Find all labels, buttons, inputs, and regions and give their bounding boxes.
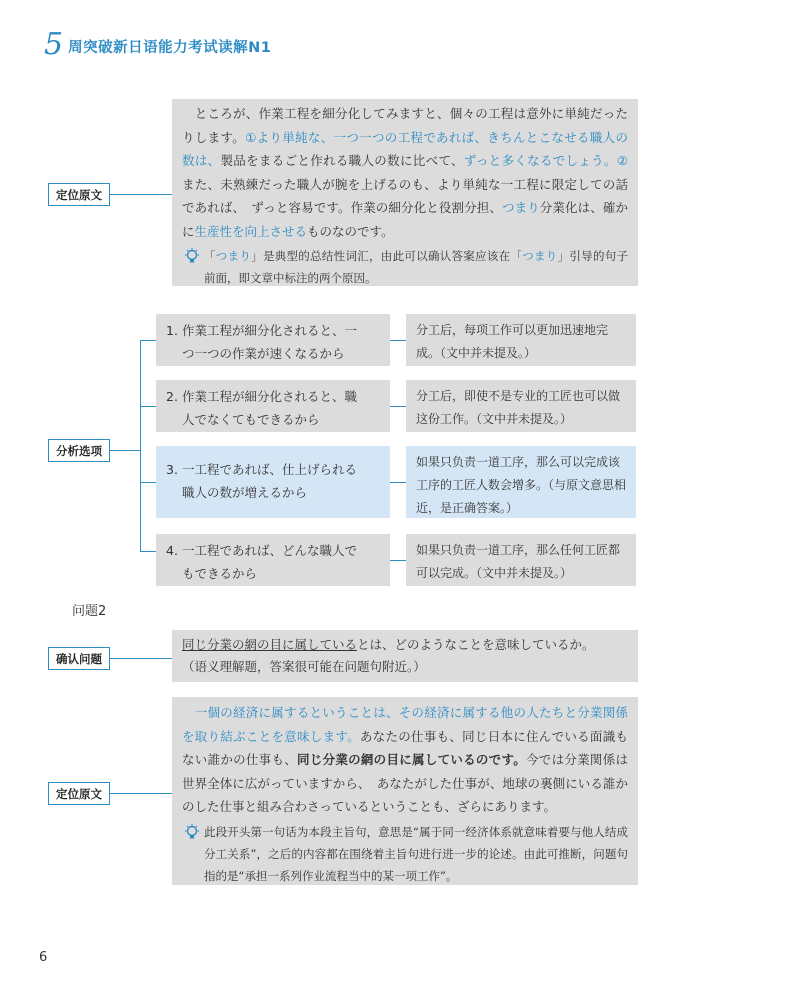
connector-line xyxy=(110,793,172,794)
option-1: 1. 作業工程が細分化されると、一 つ一つの作業が速くなるから xyxy=(156,314,390,366)
connector-line xyxy=(140,340,141,551)
note-1-text: 「つまり」是典型的总结性词汇，由此可以确认答案应该在「つまり」引导的句子前面，即文章中标注的两个原因。 xyxy=(204,249,629,285)
note-2 xyxy=(182,821,628,887)
note-1 xyxy=(182,245,628,289)
connector-line xyxy=(110,658,172,659)
lightbulb-icon xyxy=(182,824,204,842)
page-number: 6 xyxy=(39,950,48,965)
connector-line xyxy=(140,340,156,341)
passage-2-text: 一個の経済に属するということは、その経済に属する他の人たちと分業関係を取り結ぶことを意味します。あなたの仕事も、同じ日本に住んでいる面識もない誰かの仕事も、同じ分業の網の目に属しているのです。今では分業関係は世界全体に広がっていますから、 あなたがした仕事が、地球の裏側にいる誰かのした仕事と組み合わさっているということも、ざらにあります。 xyxy=(182,705,628,814)
book-title: 周突破新日语能力考试读解N1 xyxy=(68,40,272,56)
passage-1-text: ところが、作業工程を細分化してみますと、個々の工程は意外に単純だったりします。①より単純な、一つ一つの工程であれば、きちんとこなせる職人の数は、製品をまるごと作れる職人の数に比べて、ずっと多くなるでしょう。②また、未熟練だった職人が腕を上げるのも、より単純な一工程に限定しての話であれば、 ずっと容易です。作業の細分化と役割分担、つまり分業化は、確かに生産性を向上させるものなのです。 xyxy=(182,106,628,239)
connector-line xyxy=(390,560,406,561)
passage-box-2 xyxy=(172,697,638,885)
option-3-analysis: 如果只负责一道工序，那么可以完成该工序的工匠人数会增多。（与原文意思相近，是正确答案。） xyxy=(406,446,636,518)
connector-line xyxy=(110,450,140,451)
connector-line xyxy=(140,482,156,483)
question-text: 同じ分業の網の目に属しているとは、どのようなことを意味しているか。 xyxy=(182,637,595,652)
lightbulb-icon xyxy=(182,248,204,266)
connector-line xyxy=(110,194,172,195)
tag-confirm-question: 确认问题 xyxy=(48,647,110,670)
option-4: 4. 一工程であれば、どんな職人で もできるから xyxy=(156,534,390,586)
option-2-analysis: 分工后，即使不是专业的工匠也可以做这份工作。（文中并未提及。） xyxy=(406,380,636,432)
option-1-analysis: 分工后，每项工作可以更加迅速地完成。（文中并未提及。） xyxy=(406,314,636,366)
connector-line xyxy=(140,551,156,552)
connector-line xyxy=(390,406,406,407)
connector-line xyxy=(140,406,156,407)
question-2-label: 问题2 xyxy=(72,604,107,619)
question-note: （语义理解题，答案很可能在问题句附近。） xyxy=(182,659,426,674)
option-4-analysis: 如果只负责一道工序，那么任何工匠都可以完成。（文中并未提及。） xyxy=(406,534,636,586)
option-2: 2. 作業工程が細分化されると、職 人でなくてもできるから xyxy=(156,380,390,432)
running-header xyxy=(44,27,272,62)
chapter-number: 5 xyxy=(44,27,64,62)
tag-locate-source-2: 定位原文 xyxy=(48,782,110,805)
question-box xyxy=(172,630,638,682)
connector-line xyxy=(390,340,406,341)
passage-box-1 xyxy=(172,99,638,286)
option-3-correct: 3. 一工程であれば、仕上げられる 職人の数が増えるから xyxy=(156,446,390,518)
connector-line xyxy=(390,482,406,483)
note-2-text: 此段开头第一句话为本段主旨句，意思是“属于同一经济体系就意味着要与他人结成分工关系”，之后的内容都在围绕着主旨句进行进一步的论述。由此可推断，问题句指的是“承担一系列作业流程当中的某一项工作”。 xyxy=(204,824,628,883)
tag-locate-source-1: 定位原文 xyxy=(48,183,110,206)
tag-analyze-options: 分析选项 xyxy=(48,439,110,462)
